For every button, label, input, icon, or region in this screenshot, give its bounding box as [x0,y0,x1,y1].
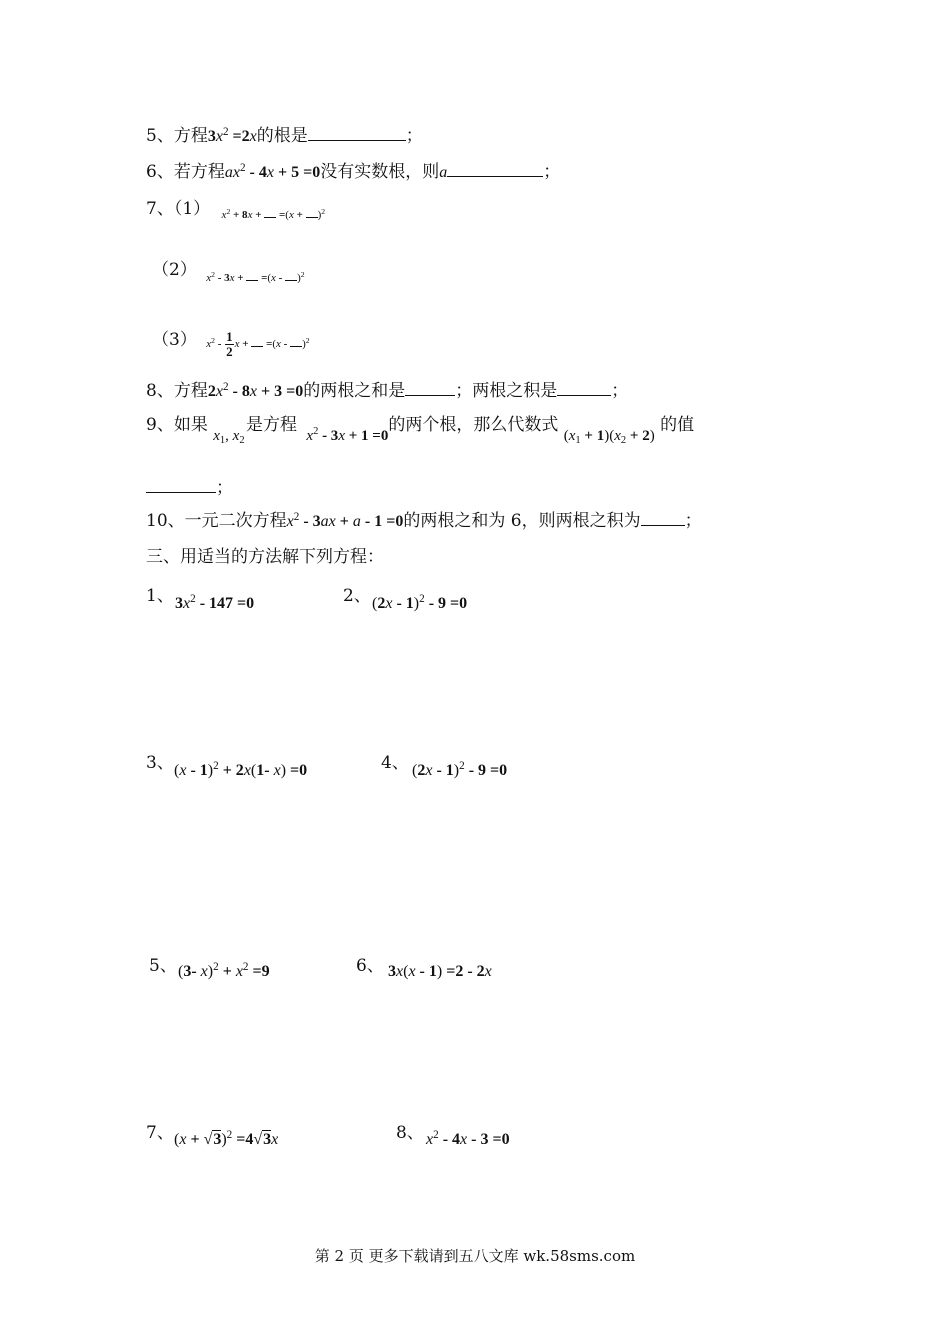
q10-equation: $x^2 - 3ax + a - 1 =0$ [286,510,404,530]
q10-label: 10、一元二次方程 [146,511,287,531]
problem-4-label: 4、 [381,753,409,773]
q6-suffix: 没有实数根，则 [320,162,440,182]
problem-8-equation: $x^2 - 4x - 3 =0$ [426,1128,510,1148]
q6-label: 6、若方程 [146,162,225,182]
page-footer: 第 2 页 更多下载请到五八文库 wk.58sms.com [314,1247,636,1265]
question-9 [146,413,695,447]
problem-6-label: 6、 [356,956,384,976]
q7-3-blank-b [290,338,302,347]
question-5 [146,124,423,149]
q5-equation: $3x^2 =2x$ [207,125,257,145]
problem-5-label: 5、 [149,956,177,976]
q5-suffix: 的根是 [256,126,308,146]
question-7-part-2 [152,258,305,284]
problem-2-equation: (2x - 1)$^2$ - 9 =0 [372,592,468,612]
q10-end: ； [684,511,702,531]
q6-equation: $ax^2 - 4x + 5 =0$ [224,161,321,181]
q9-mid: 是方程 [245,415,297,435]
q6-blank [447,160,543,177]
q6-var: a [439,164,448,181]
q9-roots: $x_1$, $x_2$ [213,428,245,447]
problem-7-label: 7、 [146,1123,174,1143]
q7-1-equation: x2 + 8x + =(x + )2 [221,206,326,221]
q7-label: 7、（1） [146,199,211,219]
question-9-answer [146,476,233,500]
question-8 [146,379,628,404]
q7-2-equation: x2 - 3x + =(x - )2 [206,269,305,284]
question-10 [146,509,702,534]
q9-label: 9、如果 [146,415,208,435]
q6-end: ； [543,162,561,182]
q7-3-blank-a [251,338,263,347]
q8-mid2: ；两根之积是 [455,381,558,401]
problem-2-label: 2、 [343,586,371,606]
q8-blank-sum [405,379,455,396]
q9-mid2: 的两个根，那么代数式 [388,415,559,435]
q5-label: 5、方程 [146,126,208,146]
q8-label: 8、方程 [146,381,208,401]
q8-blank-product [557,379,611,396]
problem-6-equation: 3x(x - 1) =2 - 2x [388,963,492,980]
q8-mid: 的两根之和是 [303,381,406,401]
problem-7-equation: $(x + √3)^2 =4√3x$ [174,1128,279,1148]
q10-mid: 的两根之和为 6，则两根之积为 [403,511,641,531]
q8-end: ； [611,381,629,401]
q9-expression: $(x_1 + 1)(x_2 + 2)$ [563,428,655,447]
q7-part3-label: （3） [152,330,197,351]
problem-4-equation: (2x - 1)$^2$ - 9 =0 [412,759,508,779]
problem-1-label: 1、 [146,586,174,606]
q8-equation: $2x^2 - 8x + 3 =0$ [207,380,304,400]
problem-1-equation: $3x^2 - 147 =0$ [175,592,255,612]
q9-end: 的值 [660,415,695,435]
q7-1-blank-a [264,209,276,218]
q7-1-blank-b [306,209,318,218]
q7-part2-label: （2） [152,260,197,280]
question-6 [146,160,560,185]
problem-5-equation: (3- $x)^2 + x^2 =9$ [178,960,270,980]
q7-2-blank-a [246,272,258,281]
q5-blank [308,124,406,141]
section-3-title: 三、用适当的方法解下列方程： [146,547,384,567]
problem-8-label: 8、 [396,1123,424,1143]
q9-blank [146,476,216,493]
problem-3-label: 3、 [146,753,174,773]
q5-end: ； [405,126,423,146]
q7-2-blank-b [285,272,297,281]
question-7-part-1 [146,197,326,223]
q7-3-equation: $x^2$ - $\frac{1}{2}$ x + =(x - )$^2$ [206,329,310,359]
q10-blank [641,509,685,526]
q9-end2: ； [216,478,233,498]
question-7-part-3 [152,328,310,359]
q9-equation: $x^2 - 3x + 1 =0$ [306,426,389,444]
problem-3-equation: (x - 1)$^2$ + 2x(1- x) =0 [174,759,308,779]
q7-3-fraction: $\frac{1}{2}$ [226,329,233,359]
